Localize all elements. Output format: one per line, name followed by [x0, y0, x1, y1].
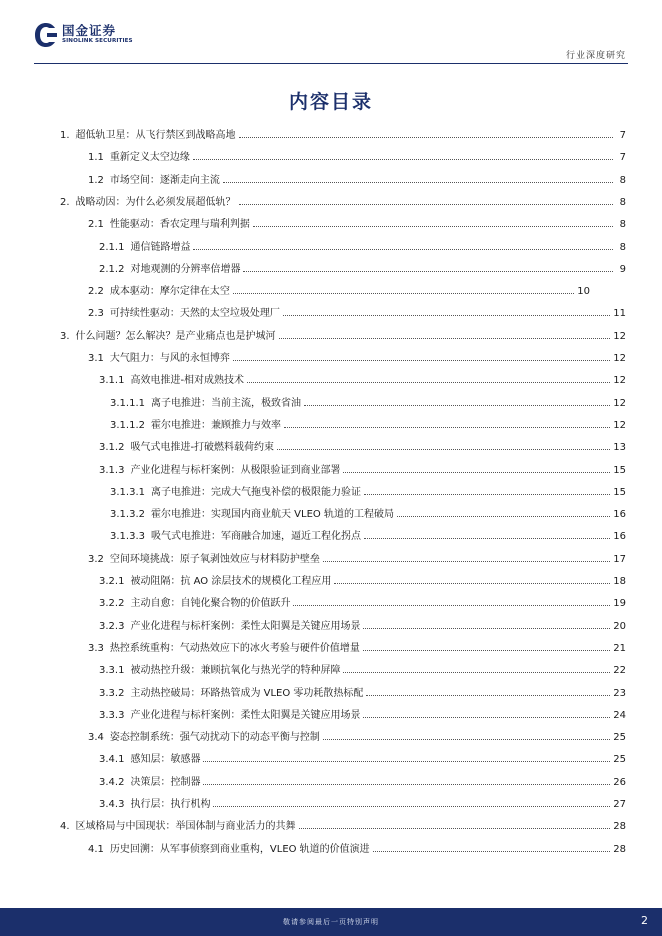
toc-entry-page: 26	[613, 776, 626, 788]
toc-entry[interactable]	[99, 594, 626, 612]
toc-entry-page: 17	[613, 553, 626, 565]
toc-leader-dots	[397, 507, 610, 517]
toc-entry-page: 18	[613, 576, 626, 587]
toc-entry[interactable]	[60, 193, 626, 211]
toc-leader-dots	[366, 686, 610, 696]
toc-entry-number: 4.	[60, 821, 70, 833]
toc-entry-number: 3.2.2	[99, 598, 125, 610]
toc-leader-dots	[323, 730, 610, 740]
toc-leader-dots	[299, 819, 611, 829]
toc-entry-title: 感知层：敏感器	[130, 754, 201, 766]
toc-entry-title: 高效电推进-相对成熟技术	[130, 375, 245, 387]
toc-entry-number: 3.1.3.3	[110, 531, 145, 543]
page-header	[0, 0, 662, 70]
toc-leader-dots	[213, 797, 610, 807]
toc-leader-dots	[223, 173, 613, 183]
toc-leader-dots	[233, 351, 610, 361]
toc-entry-page: 16	[613, 531, 626, 543]
toc-entry-title: 空间环境挑战：原子氧剥蚀效应与材料防护壁垒	[109, 553, 320, 565]
toc-entry[interactable]	[99, 371, 626, 389]
toc-entry-number: 1.1	[88, 152, 104, 164]
toc-leader-dots	[247, 373, 610, 383]
toc-entry-title: 成本驱动：摩尔定律在太空	[109, 286, 230, 298]
toc-entry[interactable]	[88, 550, 626, 568]
toc-entry-title: 大气阻力：与风的永恒博弈	[109, 353, 230, 364]
toc-entry-page: 12	[613, 397, 626, 409]
toc-leader-dots	[193, 240, 613, 250]
toc-entry-number: 2.	[60, 196, 70, 208]
logo-english-name: SINOLINK SECURITIES	[62, 38, 133, 45]
toc-entry-title: 市场空间：逐渐走向主流	[109, 174, 220, 186]
toc-entry-page: 16	[613, 509, 626, 521]
toc-entry[interactable]	[99, 706, 626, 724]
toc-entry-number: 3.	[60, 330, 70, 342]
toc-entry-title: 历史回溯：从军事侦察到商业重构，VLEO 轨道的价值演进	[109, 843, 370, 855]
toc-entry-number: 3.1.3.1	[110, 486, 145, 498]
toc-entry-page: 28	[613, 821, 626, 833]
toc-entry[interactable]	[88, 171, 626, 189]
toc-leader-dots	[203, 752, 610, 762]
toc-entry-page: 9	[619, 263, 626, 275]
toc-entry-number: 1.2	[88, 174, 104, 186]
toc-leader-dots	[279, 329, 611, 339]
toc-entry[interactable]	[99, 617, 626, 635]
toc-entry-title: 通信链路增益	[130, 241, 191, 253]
toc-entry-title: 产业化进程与标杆案例：柔性太阳翼是关键应用场景	[130, 620, 361, 632]
toc-entry[interactable]	[99, 684, 626, 702]
toc-leader-dots	[343, 663, 610, 673]
toc-leader-dots	[364, 485, 610, 495]
toc-leader-dots	[343, 463, 610, 473]
toc-entry-page: 7	[619, 152, 626, 164]
toc-entry-page: 13	[613, 442, 626, 454]
toc-entry[interactable]	[99, 461, 626, 479]
toc-entry-page: 12	[613, 353, 626, 364]
toc-entry-number: 3.2.1	[99, 576, 125, 587]
toc-entry-page: 20	[613, 620, 626, 632]
toc-entry-page: 8	[619, 219, 626, 231]
toc-entry-title: 决策层：控制器	[130, 776, 201, 788]
toc-entry-page: 22	[613, 665, 626, 677]
toc-leader-dots	[239, 128, 613, 138]
toc-entry-page: 24	[613, 709, 626, 721]
toc-entry-title: 战略动因：为什么必须发展超低轨？	[75, 196, 236, 208]
toc-entry[interactable]	[110, 483, 626, 501]
toc-leader-dots	[233, 284, 574, 294]
toc-entry-page: 23	[613, 687, 626, 699]
toc-entry-title: 主动热控破局：环路热管成为 VLEO 零功耗散热标配	[130, 687, 364, 699]
toc-entry-page: 12	[613, 375, 626, 387]
toc-leader-dots	[277, 440, 610, 450]
toc-entry[interactable]	[110, 394, 626, 412]
page-title: 内容目录	[288, 91, 373, 113]
toc-entry-title: 被动阻隔：抗 AO 涂层技术的规模化工程应用	[130, 576, 332, 587]
toc-entry-title: 热控系统重构：气动热效应下的冰火考验与硬件价值增量	[109, 642, 360, 654]
toc-leader-dots	[323, 552, 610, 562]
toc-entry-title: 主动自愈：自钝化聚合物的价值跃升	[130, 598, 291, 610]
toc-leader-dots	[364, 529, 610, 539]
report-type-label: 行业深度研究	[565, 51, 626, 61]
sinolink-logo	[34, 22, 133, 48]
toc-entry-title: 产业化进程与标杆案例：从极限验证到商业部署	[130, 464, 341, 476]
toc-entry-title: 霍尔电推进：兼顾推力与效率	[151, 419, 281, 431]
toc-entry[interactable]	[88, 148, 626, 166]
toc-entry[interactable]	[60, 126, 626, 144]
toc-entry-page: 28	[613, 843, 626, 855]
toc-entry-title: 区域格局与中国现状：举国体制与商业活力的共舞	[75, 821, 296, 833]
toc-leader-dots	[239, 195, 613, 205]
toc-leader-dots	[203, 775, 610, 785]
toc-entry-page: 8	[619, 174, 626, 186]
toc-entry-number: 3.2	[88, 553, 104, 565]
toc-entry-number: 3.1.2	[99, 442, 125, 454]
toc-entry-page: 15	[613, 464, 626, 476]
toc-entry-title: 霍尔电推进：实现国内商业航天 VLEO 轨道的工程破局	[151, 509, 394, 521]
toc-entry-number: 2.1.2	[99, 263, 125, 275]
toc-entry-number: 3.4.1	[99, 754, 125, 766]
toc-entry-title: 产业化进程与标杆案例：柔性太阳翼是关键应用场景	[130, 709, 361, 721]
toc-entry-number: 4.1	[88, 843, 104, 855]
toc-entry-number: 2.3	[88, 308, 104, 320]
toc-leader-dots	[304, 396, 610, 406]
toc-entry[interactable]	[99, 260, 626, 278]
toc-entry[interactable]	[110, 527, 626, 545]
toc-entry[interactable]	[60, 817, 626, 835]
toc-entry-page: 25	[613, 754, 626, 766]
page-number: 2	[641, 914, 648, 927]
toc-entry-number: 2.1	[88, 219, 104, 231]
toc-entry-number: 3.1	[88, 353, 104, 364]
toc-entry[interactable]	[99, 661, 626, 679]
toc-entry[interactable]	[88, 215, 626, 233]
toc-leader-dots	[363, 619, 610, 629]
toc-entry-number: 3.1.3	[99, 464, 125, 476]
toc-entry[interactable]	[60, 327, 626, 345]
toc-leader-dots	[193, 150, 613, 160]
toc-entry[interactable]	[88, 304, 626, 322]
toc-leader-dots	[293, 596, 610, 606]
toc-entry-number: 3.2.3	[99, 620, 125, 632]
toc-entry-number: 3.3	[88, 642, 104, 654]
toc-entry-number: 3.4.2	[99, 776, 125, 788]
toc-entry-page: 10	[577, 286, 590, 298]
toc-entry-page: 21	[613, 642, 626, 654]
toc-entry[interactable]	[99, 750, 626, 768]
toc-entry-title: 可持续性驱动：天然的太空垃圾处理厂	[109, 308, 280, 320]
toc-entry-title: 超低轨卫星：从飞行禁区到战略高地	[75, 130, 236, 141]
toc-entry[interactable]	[88, 728, 626, 746]
sinolink-logo-icon	[34, 22, 58, 48]
toc-entry-number: 1.	[60, 130, 70, 141]
toc-entry-title: 执行层：执行机构	[130, 799, 211, 810]
toc-entry-title: 离子电推进：当前主流，极致省油	[151, 397, 301, 409]
toc-entry-number: 3.4	[88, 732, 104, 744]
toc-entry-page: 12	[613, 419, 626, 431]
toc-entry-page: 8	[619, 196, 626, 208]
toc-leader-dots	[363, 708, 610, 718]
toc-entry[interactable]	[99, 438, 626, 456]
toc-leader-dots	[284, 418, 610, 428]
toc-entry-page: 25	[613, 732, 626, 744]
toc-entry[interactable]	[99, 572, 626, 590]
toc-entry-number: 3.3.3	[99, 709, 125, 721]
toc-entry-page: 8	[619, 241, 626, 253]
toc-entry-title: 离子电推进：完成大气拖曳补偿的极限能力验证	[151, 486, 361, 498]
toc-entry[interactable]	[88, 840, 626, 858]
toc-leader-dots	[373, 842, 611, 852]
toc-entry-title: 重新定义太空边缘	[109, 152, 190, 164]
toc-entry-page: 12	[613, 330, 626, 342]
toc-entry-number: 3.1.1.1	[110, 397, 145, 409]
toc-entry-number: 3.1.3.2	[110, 509, 145, 521]
toc-entry-title: 被动热控升级：兼顾抗氧化与热光学的特种屏障	[130, 665, 341, 677]
header-divider	[34, 63, 628, 64]
toc-entry-title: 吸气式电推进：军商融合加速，逼近工程化拐点	[151, 531, 361, 543]
logo-chinese-name: 国金证券	[62, 22, 117, 38]
toc-entry[interactable]	[88, 639, 626, 657]
toc-entry-number: 3.1.1	[99, 375, 125, 387]
toc-entry-number: 2.2	[88, 286, 104, 298]
toc-entry-title: 对地观测的分辨率倍增器	[130, 263, 241, 275]
toc-entry-title: 性能驱动：香农定理与瑞利判据	[109, 219, 250, 231]
toc-leader-dots	[283, 306, 610, 316]
toc-entry-number: 3.3.1	[99, 665, 125, 677]
toc-entry-page: 7	[619, 130, 626, 141]
toc-entry[interactable]	[99, 238, 626, 256]
toc-entry[interactable]	[88, 349, 626, 367]
toc-entry-number: 3.3.2	[99, 687, 125, 699]
toc-entry[interactable]	[99, 773, 626, 791]
toc-entry-title: 吸气式电推进-打破燃料载荷约束	[130, 442, 275, 454]
toc-leader-dots	[363, 641, 610, 651]
toc-leader-dots	[243, 262, 613, 272]
page-footer	[0, 908, 662, 936]
toc-leader-dots	[334, 574, 610, 584]
toc-entry-page: 19	[613, 598, 626, 610]
footer-disclaimer: 敬请参阅最后一页特别声明	[283, 918, 379, 926]
toc-entry[interactable]	[110, 416, 626, 434]
toc-entry[interactable]	[99, 795, 626, 813]
toc-entry[interactable]	[88, 282, 590, 300]
toc-leader-dots	[253, 217, 613, 227]
toc-entry-page: 11	[613, 308, 626, 320]
toc-entry-title: 什么问题？怎么解决？是产业痛点也是护城河	[75, 330, 276, 342]
toc-entry-number: 3.4.3	[99, 799, 125, 810]
toc-entry-title: 姿态控制系统：强气动扰动下的动态平衡与控制	[109, 732, 320, 744]
toc-entry-page: 27	[613, 799, 626, 810]
toc-entry-number: 2.1.1	[99, 241, 125, 253]
toc-entry-page: 15	[613, 486, 626, 498]
toc-entry-number: 3.1.1.2	[110, 419, 145, 431]
toc-entry[interactable]	[110, 505, 626, 523]
